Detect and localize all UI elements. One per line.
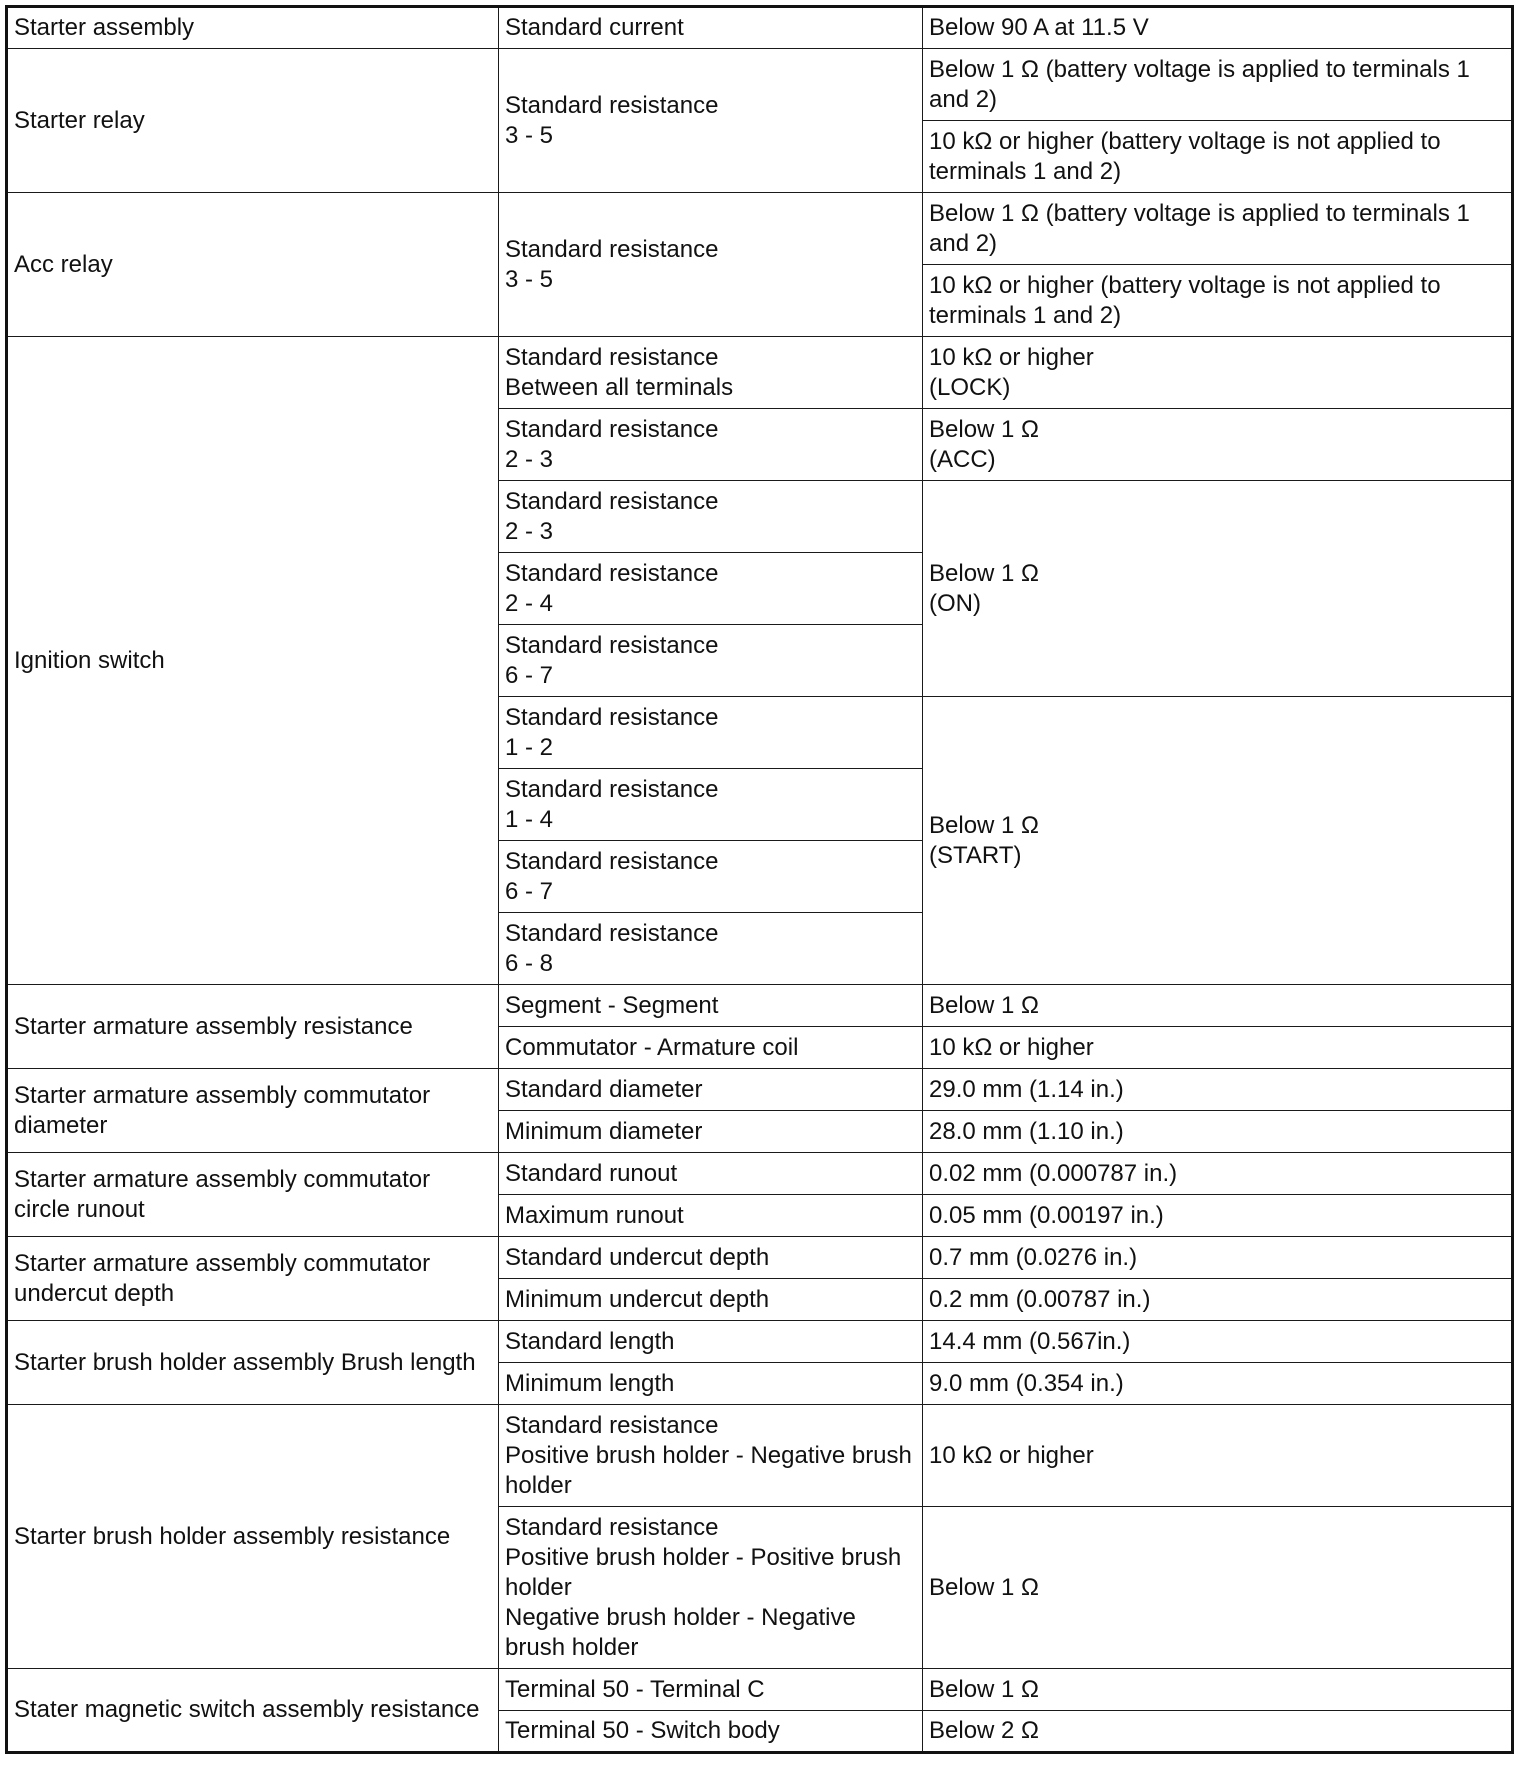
table-row (7, 1237, 1513, 1279)
table-row (7, 49, 1513, 121)
cell-condition: Standard resistance Positive brush holder - Positive brush holder Negative brush holder - Negative brush holder (499, 1507, 923, 1669)
cell-condition: Terminal 50 - Switch body (499, 1711, 923, 1753)
table-row (7, 1153, 1513, 1195)
cell-component: Starter brush holder assembly resistance (7, 1405, 499, 1669)
cell-value: 10 kΩ or higher (battery voltage is not applied to terminals 1 and 2) (923, 121, 1513, 193)
cell-condition: Standard resistance 6 - 8 (499, 913, 923, 985)
spec-table-container (5, 5, 1514, 1754)
cell-value: Below 1 Ω (ACC) (923, 409, 1513, 481)
cell-condition: Segment - Segment (499, 985, 923, 1027)
cell-component: Starter armature assembly commutator circle runout (7, 1153, 499, 1237)
cell-component: Starter armature assembly commutator undercut depth (7, 1237, 499, 1321)
table-row (7, 985, 1513, 1027)
cell-value: 10 kΩ or higher (923, 1027, 1513, 1069)
cell-component: Starter brush holder assembly Brush length (7, 1321, 499, 1405)
cell-condition: Standard current (499, 7, 923, 49)
cell-condition: Standard runout (499, 1153, 923, 1195)
specification-table-body (7, 7, 1513, 1753)
cell-value: Below 1 Ω (START) (923, 697, 1513, 985)
cell-value: 10 kΩ or higher (923, 1405, 1513, 1507)
cell-condition: Standard diameter (499, 1069, 923, 1111)
cell-value: 28.0 mm (1.10 in.) (923, 1111, 1513, 1153)
cell-value: 10 kΩ or higher (battery voltage is not applied to terminals 1 and 2) (923, 265, 1513, 337)
cell-condition: Commutator - Armature coil (499, 1027, 923, 1069)
cell-condition: Standard resistance 1 - 2 (499, 697, 923, 769)
cell-condition: Minimum undercut depth (499, 1279, 923, 1321)
cell-condition: Minimum length (499, 1363, 923, 1405)
cell-value: Below 1 Ω (923, 985, 1513, 1027)
cell-condition: Standard length (499, 1321, 923, 1363)
cell-condition: Standard resistance 6 - 7 (499, 841, 923, 913)
specification-table (5, 5, 1514, 1754)
cell-value: Below 1 Ω (923, 1507, 1513, 1669)
cell-value: Below 1 Ω (923, 1669, 1513, 1711)
cell-value: 29.0 mm (1.14 in.) (923, 1069, 1513, 1111)
cell-value: Below 1 Ω (battery voltage is applied to terminals 1 and 2) (923, 49, 1513, 121)
cell-condition: Minimum diameter (499, 1111, 923, 1153)
cell-component: Starter armature assembly commutator diameter (7, 1069, 499, 1153)
cell-value: 0.7 mm (0.0276 in.) (923, 1237, 1513, 1279)
cell-condition: Standard resistance 2 - 3 (499, 481, 923, 553)
cell-condition: Terminal 50 - Terminal C (499, 1669, 923, 1711)
cell-value: Below 1 Ω (battery voltage is applied to terminals 1 and 2) (923, 193, 1513, 265)
cell-value: 0.2 mm (0.00787 in.) (923, 1279, 1513, 1321)
cell-value: 14.4 mm (0.567in.) (923, 1321, 1513, 1363)
cell-condition: Standard resistance 2 - 3 (499, 409, 923, 481)
table-row (7, 1405, 1513, 1507)
cell-value: Below 90 A at 11.5 V (923, 7, 1513, 49)
table-row (7, 1669, 1513, 1711)
cell-value: Below 2 Ω (923, 1711, 1513, 1753)
cell-condition: Standard resistance 3 - 5 (499, 49, 923, 193)
cell-component: Starter armature assembly resistance (7, 985, 499, 1069)
cell-value: Below 1 Ω (ON) (923, 481, 1513, 697)
cell-condition: Standard resistance 6 - 7 (499, 625, 923, 697)
cell-value: 9.0 mm (0.354 in.) (923, 1363, 1513, 1405)
cell-condition: Standard resistance 2 - 4 (499, 553, 923, 625)
cell-component: Starter assembly (7, 7, 499, 49)
table-row (7, 7, 1513, 49)
cell-component: Starter relay (7, 49, 499, 193)
cell-condition: Standard undercut depth (499, 1237, 923, 1279)
cell-condition: Maximum runout (499, 1195, 923, 1237)
cell-value: 10 kΩ or higher (LOCK) (923, 337, 1513, 409)
cell-condition: Standard resistance 3 - 5 (499, 193, 923, 337)
table-row (7, 1321, 1513, 1363)
cell-value: 0.02 mm (0.000787 in.) (923, 1153, 1513, 1195)
table-row (7, 1069, 1513, 1111)
table-row (7, 193, 1513, 265)
cell-component: Ignition switch (7, 337, 499, 985)
table-row (7, 337, 1513, 409)
cell-condition: Standard resistance Between all terminals (499, 337, 923, 409)
cell-value: 0.05 mm (0.00197 in.) (923, 1195, 1513, 1237)
cell-condition: Standard resistance 1 - 4 (499, 769, 923, 841)
cell-component: Stater magnetic switch assembly resistance (7, 1669, 499, 1753)
cell-component: Acc relay (7, 193, 499, 337)
cell-condition: Standard resistance Positive brush holder - Negative brush holder (499, 1405, 923, 1507)
